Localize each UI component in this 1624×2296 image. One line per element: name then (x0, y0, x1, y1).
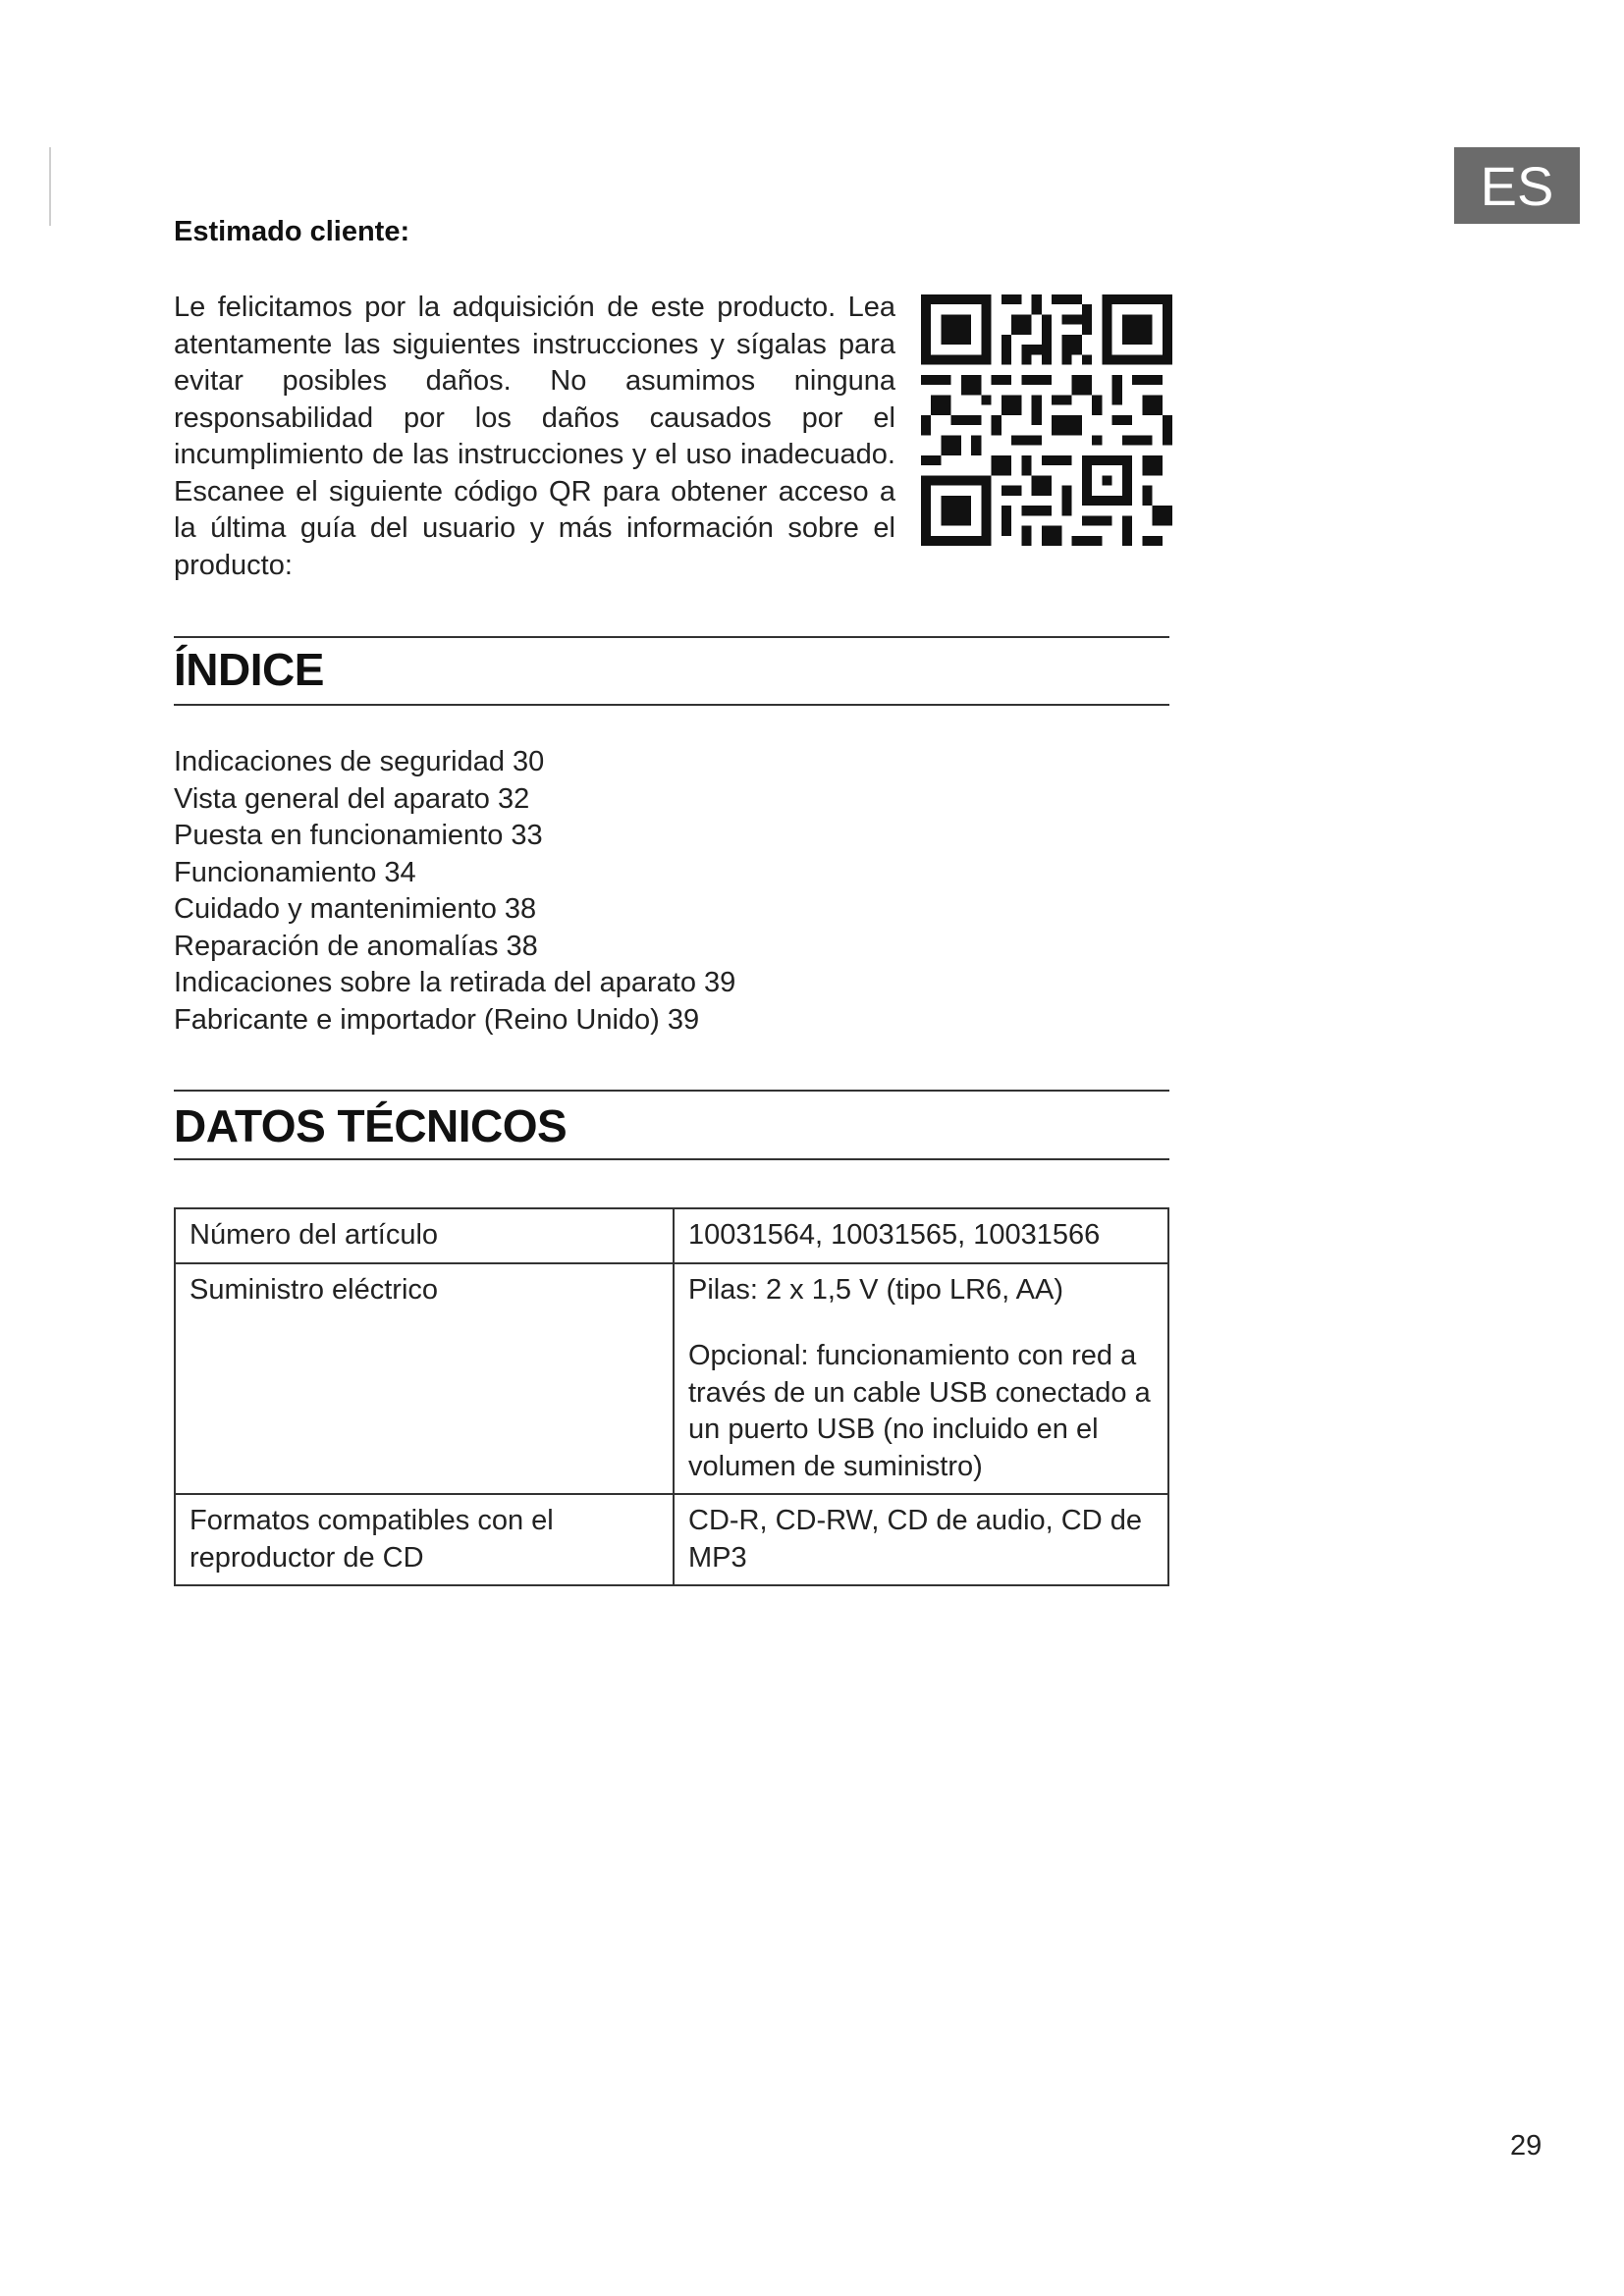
toc-item[interactable]: Funcionamiento 34 (174, 856, 416, 888)
greeting: Estimado cliente: (174, 216, 410, 247)
specs-table (174, 1207, 1169, 1586)
toc-item[interactable]: Indicaciones de seguridad 30 (174, 746, 545, 777)
toc-heading: ÍNDICE (174, 644, 324, 695)
table-row (175, 1208, 1168, 1263)
specs-rule-bottom (174, 1158, 1169, 1160)
toc-item[interactable]: Vista general del aparato 32 (174, 782, 530, 815)
toc-item[interactable]: Puesta en funcionamiento 33 (174, 820, 543, 851)
spec-value: Pilas: 2 x 1,5 V (tipo LR6, AA) (688, 1273, 1064, 1306)
spec-label: Formatos compatibles con el reproductor de CD (175, 1494, 674, 1585)
spec-value-cell (674, 1263, 1168, 1495)
spec-value-note: Opcional: funcionamiento con red a través de un cable USB conectado a un puerto USB (no incluido en el volumen de suministro) (688, 1340, 1151, 1482)
toc-rule-bottom (174, 704, 1169, 706)
spec-value: 10031564, 10031565, 10031566 (674, 1208, 1168, 1263)
intro-paragraph: Le felicitamos por la adquisición de este producto. Lea atentamente las siguientes instrucciones y sígalas para evitar posibles daños. No asumimos ninguna responsabilidad por los daños causados por el incumplimiento de las instrucciones y el uso inadecuado. Escanee el siguiente código QR para obtener acceso a la última guía del usuario y más información sobre el producto: (174, 292, 895, 581)
spec-label: Suministro eléctrico (175, 1263, 674, 1495)
toc-item[interactable]: Reparación de anomalías 38 (174, 930, 538, 962)
spec-label: Número del artículo (175, 1208, 674, 1263)
specs-rule-top (174, 1090, 1169, 1092)
margin-rule (49, 147, 51, 226)
language-tab: ES (1454, 147, 1580, 224)
table-of-contents (174, 744, 735, 1039)
toc-rule-top (174, 636, 1169, 638)
toc-item[interactable]: Cuidado y mantenimiento 38 (174, 893, 537, 925)
toc-item[interactable]: Indicaciones sobre la retirada del aparato 39 (174, 967, 736, 998)
specs-heading: DATOS TÉCNICOS (174, 1100, 568, 1151)
qr-code (921, 294, 1172, 546)
spec-value: CD-R, CD-RW, CD de audio, CD de MP3 (674, 1494, 1168, 1585)
table-row (175, 1494, 1168, 1585)
page-number: 29 (1510, 2130, 1543, 2162)
toc-item[interactable]: Fabricante e importador (Reino Unido) 39 (174, 1003, 700, 1036)
table-row (175, 1263, 1168, 1495)
